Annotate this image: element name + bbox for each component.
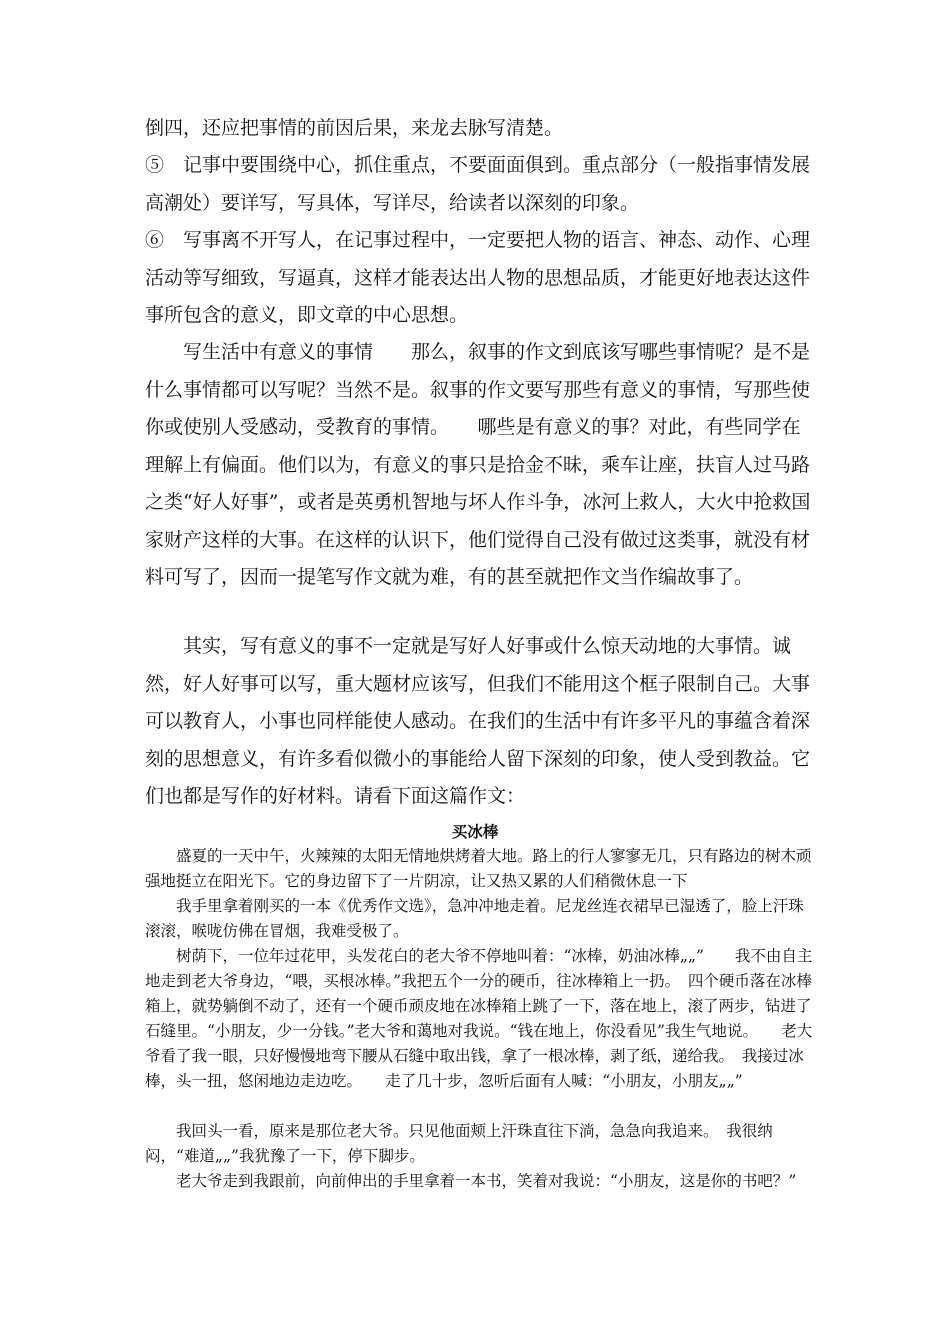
- paragraph-point-6: ⑥ 写事离不开写人，在记事过程中，一定要把人物的语言、神态、动作、心理活动等写细致，写逼真，这样才能表达出人物的思想品质，才能更好地表达这件事所包含的意义，即文章的中心思想。: [145, 229, 811, 326]
- paragraph-point-5: ⑤ 记事中要围绕中心，抓住重点，不要面面俱到。重点部分（一般指事情发展高潮处）要详写，写具体，写详尽，给读者以深刻的印象。: [145, 154, 811, 214]
- essay-paragraph: 我回头一看，原来是那位老大爷。只见他面颊上汗珠直往下淌，急急向我追来。 我很纳闷，“难道„„”我犹豫了一下，停下脚步。: [145, 1122, 773, 1165]
- essay-paragraph: 树荫下，一位年过花甲，头发花白的老大爷不停地叫着：“冰棒，奶油冰棒„„” 我不由自主地走到老大爷身边，“喂，买根冰棒。”我把五个一分的硬币，往冰棒箱上一扔。 四个硬币落在冰棒箱上，就势躺倒不动了，还有一个硬币顽皮地在冰棒箱上跳了一下，落在地上，滚了两步，钻进了石缝里。“小朋友，少一分钱。”老大爷和蔼地对我说。“钱在地上，你没看见”我生气地说。 老大爷看了我一眼，只好慢慢地弯下腰从石缝中取出钱，拿了一根冰棒，剥了纸，递给我。 我接过冰棒，头一扭，悠闲地边走边吃。 走了几十步，忽听后面有人喊：“小朋友，小朋友„„”: [145, 947, 813, 1090]
- essay-title: 买冰棒: [451, 823, 499, 841]
- paragraph-intro-end: 倒四，还应把事情的前因后果，来龙去脉写清楚。: [145, 117, 564, 139]
- essay-paragraph: 盛夏的一天中午，火辣辣的太阳无情地烘烤着大地。路上的行人寥寥无几，只有路边的树木顽强地挺立在阳光下。它的身边留下了一片阴凉，让又热又累的人们稍微休息一下: [145, 847, 812, 890]
- paragraph-in-fact: 其实，写有意义的事不一定就是写好人好事或什么惊天动地的大事情。诚然，好人好事可以写，重大题材应该写，但我们不能用这个框子限制自己。大事可以教育人，小事也同样能使人感动。在我们的生活中有许多平凡的事蕴含着深刻的思想意义，有许多看似微小的事能给人留下深刻的印象，使人受到教益。它们也都是写作的好材料。请看下面这篇作文：: [145, 635, 811, 807]
- essay-paragraph: 老大爷走到我跟前，向前伸出的手里拿着一本书，笑着对我说：“小朋友，这是你的书吧？”: [145, 1172, 797, 1190]
- paragraph-meaningful-events: 写生活中有意义的事情 那么，叙事的作文到底该写哪些事情呢？是不是什么事情都可以写呢？当然不是。叙事的作文要写那些有意义的事情，写那些使你或使别人受感动，受教育的事情。 哪些是有意义的事？对此，有些同学在理解上有偏面。他们以为，有意义的事只是拾金不昧，乘车让座，扶盲人过马路之类“好人好事”，或者是英勇机智地与坏人作斗争，冰河上救人，大火中抢救国家财产这样的大事。在这样的认识下，他们觉得自己没有做过这类事，就没有材料可写了，因而一提笔写作文就为难，有的甚至就把作文当作编故事了。: [145, 341, 811, 588]
- essay-paragraph: 我手里拿着刚买的一本《优秀作文选》，急冲冲地走着。尼龙丝连衣裙早已湿透了，脸上汗珠滚滚，喉咙仿佛在冒烟，我难受极了。: [145, 897, 804, 940]
